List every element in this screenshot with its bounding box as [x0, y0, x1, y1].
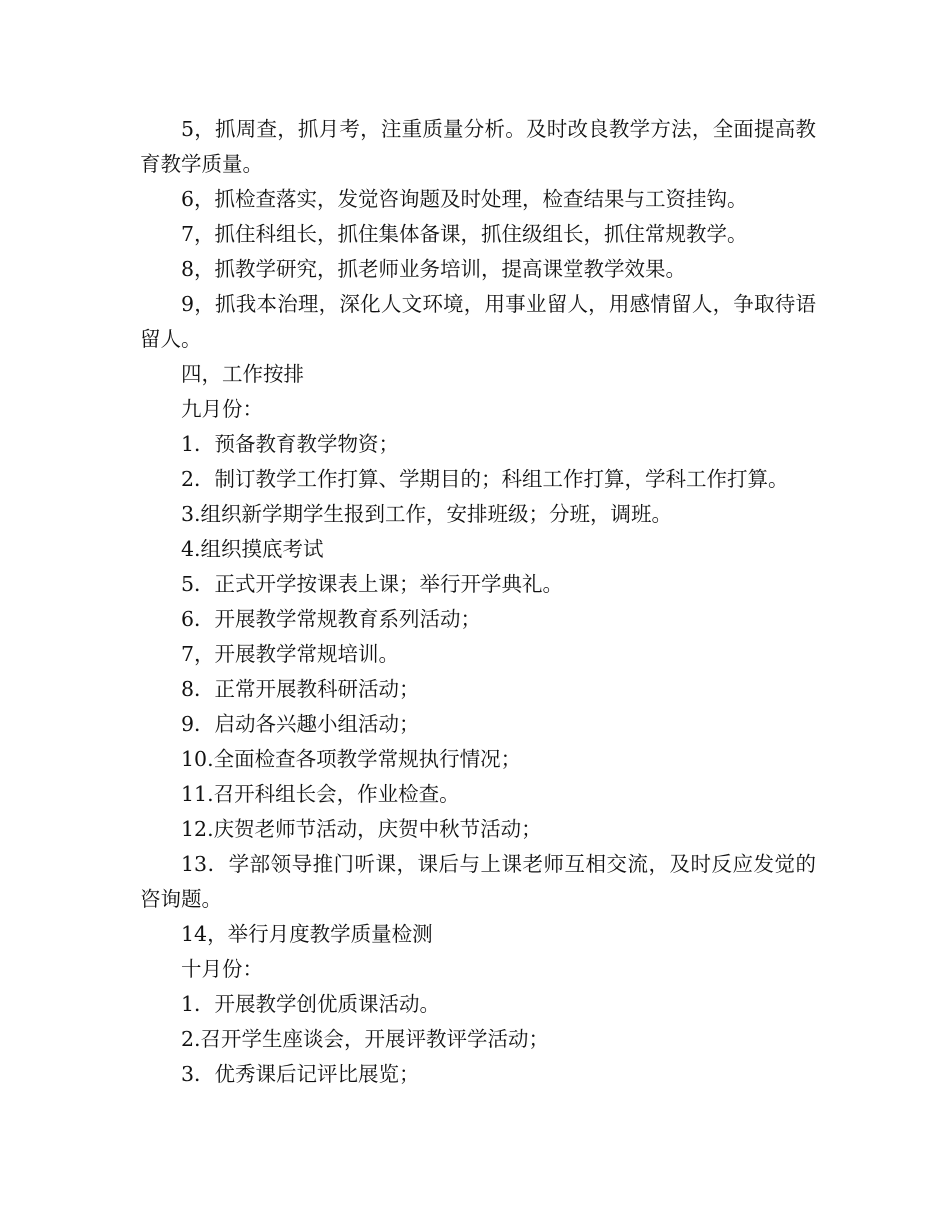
- september-item-1: 1．预备教育教学物资；: [181, 432, 400, 456]
- september-item-10: 10.全面检查各项教学常规执行情况；: [181, 747, 522, 771]
- september-item-6: 6．开展教学常规教育系列活动；: [181, 607, 482, 631]
- september-item-3: 3.组织新学期学生报到工作，安排班级；分班，调班。: [181, 502, 673, 526]
- september-item-12: 12.庆贺老师节活动，庆贺中秋节活动；: [181, 817, 542, 841]
- october-item-1: 1．开展教学创优质课活动。: [181, 992, 441, 1016]
- september-item-2: 2．制订教学工作打算、学期目的；科组工作打算，学科工作打算。: [181, 467, 789, 491]
- month-heading-october: 十月份：: [181, 957, 263, 981]
- paragraph-item-5: 5，抓周查，抓月考，注重质量分析。及时改良教学方法，全面提高教育教学质量。: [140, 117, 816, 176]
- september-item-13: 13．学部领导推门听课，课后与上课老师互相交流，及时反应发觉的咨询题。: [140, 852, 816, 911]
- month-heading-september: 九月份：: [181, 397, 263, 421]
- september-item-8: 8．正常开展教科研活动；: [181, 677, 420, 701]
- document-body: [140, 112, 816, 1092]
- october-item-2: 2.召开学生座谈会，开展评教评学活动；: [181, 1027, 550, 1051]
- september-item-11: 11.召开科组长会，作业检查。: [181, 782, 460, 806]
- september-item-14: 14，举行月度教学质量检测: [181, 922, 433, 946]
- september-item-5: 5．正式开学按课表上课；举行开学典礼。: [181, 572, 564, 596]
- september-item-4: 4.组织摸底考试: [181, 537, 324, 561]
- paragraph-item-9: 9，抓我本治理，深化人文环境，用事业留人，用感情留人，争取待语留人。: [140, 292, 816, 351]
- october-item-3: 3．优秀课后记评比展览；: [181, 1062, 420, 1086]
- paragraph-item-7: 7，抓住科组长，抓住集体备课，抓住级组长，抓住常规教学。: [181, 222, 748, 246]
- paragraph-item-8: 8，抓教学研究，抓老师业务培训，提高课堂教学效果。: [181, 257, 687, 281]
- paragraph-item-6: 6，抓检查落实，发觉咨询题及时处理，检查结果与工资挂钩。: [181, 187, 748, 211]
- september-item-9: 9．启动各兴趣小组活动；: [181, 712, 420, 736]
- september-item-7: 7，开展教学常规培训。: [181, 642, 400, 666]
- section-heading-work-plan: 四，工作按排: [181, 362, 304, 386]
